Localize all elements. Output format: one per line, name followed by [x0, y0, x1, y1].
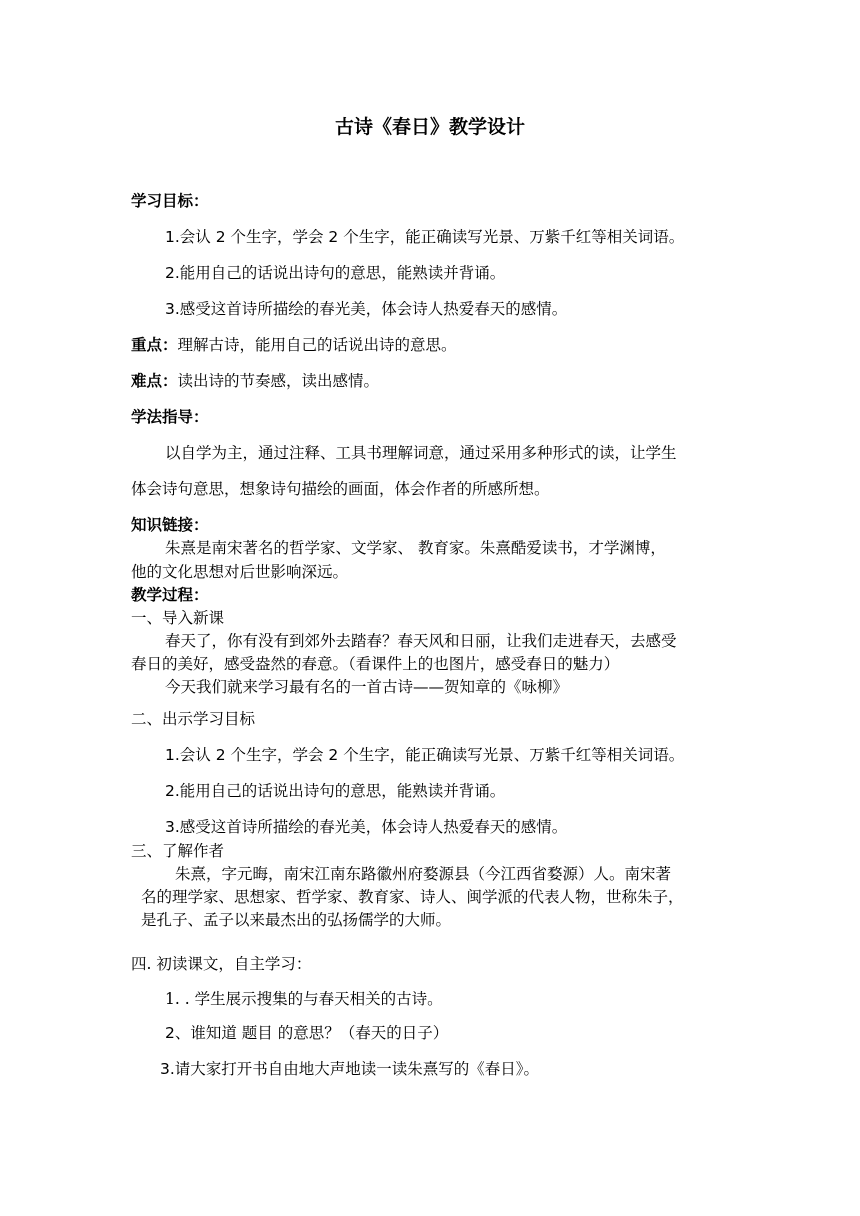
difficulty-text: 读出诗的节奏感，读出感情。: [177, 372, 380, 390]
goal-item: 2.能用自己的话说出诗句的意思，能熟读并背诵。: [165, 264, 506, 282]
method-paragraph-line: 体会诗句意思，想象诗句描绘的画面，体会作者的所感所想。: [131, 480, 550, 498]
section-line: 朱熹，字元晦，南宋江南东路徽州府婺源县（今江西省婺源）人。南宋著: [175, 865, 672, 883]
goal-item: 1.会认 2 个生字，学会 2 个生字，能正确读写光景、万紫千红等相关词语。: [165, 746, 685, 764]
process-heading: 教学过程：: [131, 586, 209, 604]
key-point-text: 理解古诗，能用自己的话说出诗的意思。: [177, 336, 457, 354]
key-point: [131, 335, 457, 355]
goal-item: 1.会认 2 个生字，学会 2 个生字，能正确读写光景、万紫千红等相关词语。: [165, 228, 685, 246]
section-title: 二、出示学习目标: [131, 710, 256, 728]
knowledge-line: 他的文化思想对后世影响深远。: [131, 563, 349, 581]
method-paragraph-line: 以自学为主，通过注释、工具书理解词意，通过采用多种形式的读，让学生: [165, 444, 677, 462]
section-line: 春日的美好，感受盎然的春意。（看课件上的也图片，感受春日的魅力）: [131, 655, 620, 673]
section-line: 今天我们就来学习最有名的一首古诗——贺知章的《咏柳》: [165, 678, 569, 696]
section-line: 是孔子、孟子以来最杰出的弘扬儒学的大师。: [141, 911, 452, 929]
key-point-label: 重点：: [131, 336, 178, 354]
difficulty: [131, 371, 379, 391]
section-title: 三、了解作者: [131, 842, 225, 860]
document-title: 古诗《春日》教学设计: [334, 116, 525, 138]
knowledge-heading: 知识链接：: [131, 516, 209, 534]
goal-item: 3.感受这首诗所描绘的春光美，体会诗人热爱春天的感情。: [165, 300, 568, 318]
goals-heading: 学习目标：: [131, 192, 209, 210]
list-item: 3.请大家打开书自由地大声地读一读朱熹写的《春日》。: [160, 1060, 540, 1078]
difficulty-label: 难点：: [131, 372, 178, 390]
goal-item: 3.感受这首诗所描绘的春光美，体会诗人热爱春天的感情。: [165, 818, 568, 836]
section-line: 名的理学家、思想家、哲学家、教育家、诗人、闽学派的代表人物，世称朱子，: [141, 888, 684, 906]
method-heading: 学法指导：: [131, 408, 209, 426]
list-item: 2、谁知道 题目 的意思？（春天的日子）: [165, 1024, 449, 1042]
goal-item: 2.能用自己的话说出诗句的意思，能熟读并背诵。: [165, 782, 506, 800]
list-item: 1. . 学生展示搜集的与春天相关的古诗。: [165, 990, 443, 1008]
section-line: 春天了，你有没有到郊外去踏春？春天风和日丽，让我们走进春天，去感受: [165, 632, 677, 650]
section-title: 一、导入新课: [131, 609, 225, 627]
section-title: 四. 初读课文，自主学习：: [131, 955, 312, 973]
knowledge-line: 朱熹是南宋著名的哲学家、文学家、 教育家。朱熹酷爱读书，才学渊博，: [165, 539, 666, 557]
